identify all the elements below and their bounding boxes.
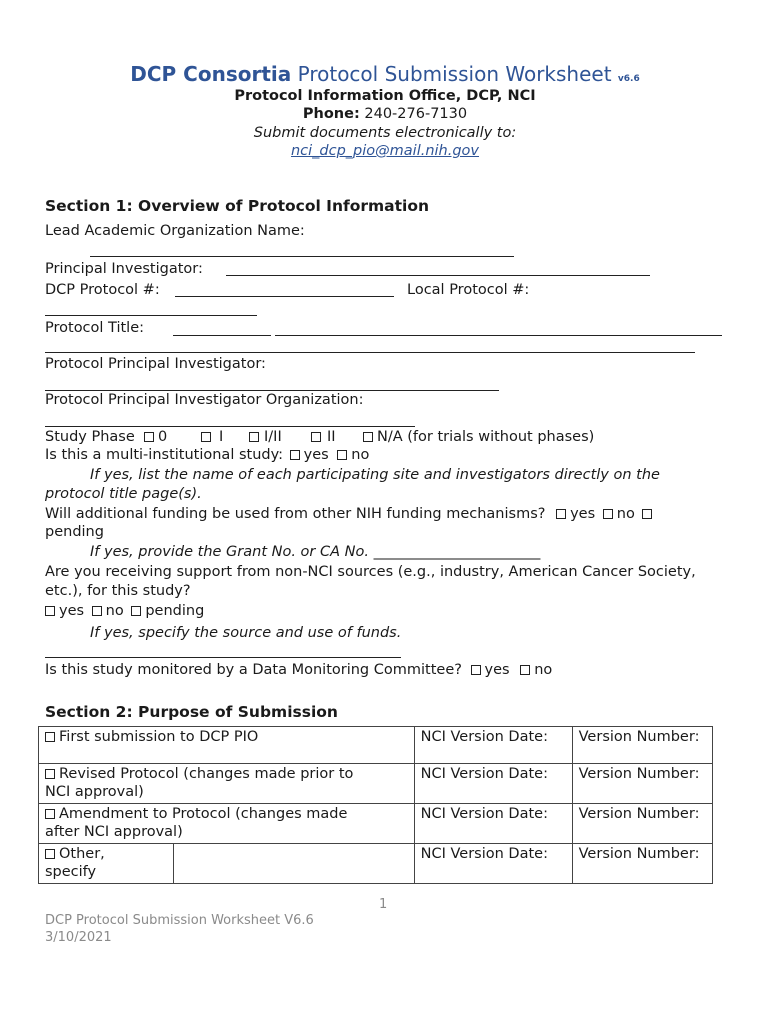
other-specify-field[interactable] [174,844,415,884]
purpose-option-first[interactable]: First submission to DCP PIO [39,727,415,764]
email-link[interactable]: nci_dcp_pio@mail.nih.gov [290,143,480,159]
checkbox-icon[interactable] [45,732,55,742]
multi-note-line2: protocol title page(s). [45,486,202,502]
checkbox-icon[interactable] [603,509,613,519]
protocol-title-field-b[interactable] [275,335,722,336]
protocol-pi-org-label: Protocol Principal Investigator Organization: [45,392,364,408]
phase-option-0[interactable]: 0 [144,428,167,446]
protocol-pi-org-field[interactable] [45,426,415,427]
section2-heading: Section 2: Purpose of Submission [45,703,338,721]
checkbox-icon[interactable] [131,606,141,616]
page-number: 1 [379,897,388,912]
title-rest: Protocol Submission Worksheet [297,62,612,86]
footer-doc-name: DCP Protocol Submission Worksheet V6.6 [45,913,314,928]
version-number-cell: Version Number: [572,727,712,764]
table-row [39,844,713,884]
study-phase-label: Study Phase [45,429,135,445]
checkbox-icon[interactable] [45,769,55,779]
protocol-title-label: Protocol Title: [45,320,145,336]
submit-instructions: Submit documents electronically to: [253,125,517,141]
support-field[interactable] [45,657,401,658]
checkbox-icon[interactable] [556,509,566,519]
nci-version-date-cell: NCI Version Date: [414,764,572,804]
funding-row: Will additional funding be used from other NIH funding mechanisms? yes no [45,505,656,523]
checkbox-icon[interactable] [337,450,347,460]
table-row [39,804,713,844]
phase-option-na[interactable]: N/A (for trials without phases) [363,428,594,446]
checkbox-icon[interactable] [201,432,211,442]
pi-label: Principal Investigator: [45,261,203,277]
checkbox-icon[interactable] [249,432,259,442]
checkbox-icon[interactable] [642,509,652,519]
support-line2: etc.), for this study? [45,583,191,599]
version-number-cell: Version Number: [572,764,712,804]
dcp-protocol-field[interactable] [175,296,394,297]
dmc-row: Is this study monitored by a Data Monitoring Committee? yes no [45,662,553,678]
protocol-pi-label: Protocol Principal Investigator: [45,356,266,372]
pi-field[interactable] [226,275,650,276]
checkbox-icon[interactable] [520,665,530,675]
purpose-option-revised[interactable]: Revised Protocol (changes made prior to NCI approval) [39,764,415,804]
local-protocol-field[interactable] [45,315,257,316]
version-tag: v6.6 [617,74,640,84]
phone-label: Phone: [302,106,360,122]
phase-option-i[interactable]: I [201,428,223,446]
purpose-option-other[interactable]: Other, specify [39,844,174,884]
nci-version-date-cell: NCI Version Date: [414,844,572,884]
checkbox-icon[interactable] [290,450,300,460]
footer-date: 3/10/2021 [45,930,112,945]
multi-note-line1: If yes, list the name of each participating site and investigators directly on the [90,467,660,483]
nci-version-date-cell: NCI Version Date: [414,804,572,844]
phase-option-i-ii[interactable]: I/II [249,428,282,446]
protocol-title-field-a[interactable] [173,335,271,336]
lead-org-label: Lead Academic Organization Name: [45,223,305,239]
phone-value: 240-276-7130 [364,106,468,122]
support-line1: Are you receiving support from non-NCI sources (e.g., industry, American Cancer Society, [45,564,696,580]
checkbox-icon[interactable] [311,432,321,442]
email-line [0,142,770,160]
version-number-cell: Version Number: [572,844,712,884]
multi-institutional-row: Is this a multi-institutional study: yes no [45,447,370,463]
support-options: yes no pending [45,602,204,620]
checkbox-icon[interactable] [92,606,102,616]
nci-version-date-cell: NCI Version Date: [414,727,572,764]
table-row [39,727,713,764]
version-number-cell: Version Number: [572,804,712,844]
checkbox-icon[interactable] [45,809,55,819]
checkbox-icon[interactable] [45,606,55,616]
support-note: If yes, specify the source and use of funds. [90,625,402,641]
table-row [39,764,713,804]
purpose-option-amendment[interactable]: Amendment to Protocol (changes made after NCI approval) [39,804,415,844]
checkbox-icon[interactable] [471,665,481,675]
purpose-table [38,726,713,884]
phone-line [0,105,770,123]
title-bold: DCP Consortia [130,62,292,86]
checkbox-icon[interactable] [144,432,154,442]
lead-org-field[interactable] [90,256,514,257]
office-name: Protocol Information Office, DCP, NCI [234,88,536,104]
section1-heading: Section 1: Overview of Protocol Information [45,197,430,215]
checkbox-icon[interactable] [45,849,55,859]
dcp-protocol-label: DCP Protocol #: [45,282,160,298]
checkbox-icon[interactable] [363,432,373,442]
grant-note: If yes, provide the Grant No. or CA No. _______________________ [90,544,541,560]
phase-option-ii[interactable]: II [311,428,336,446]
funding-pending: pending [45,524,104,540]
local-protocol-label: Local Protocol #: [407,282,530,298]
protocol-title-field-c[interactable] [45,352,695,353]
